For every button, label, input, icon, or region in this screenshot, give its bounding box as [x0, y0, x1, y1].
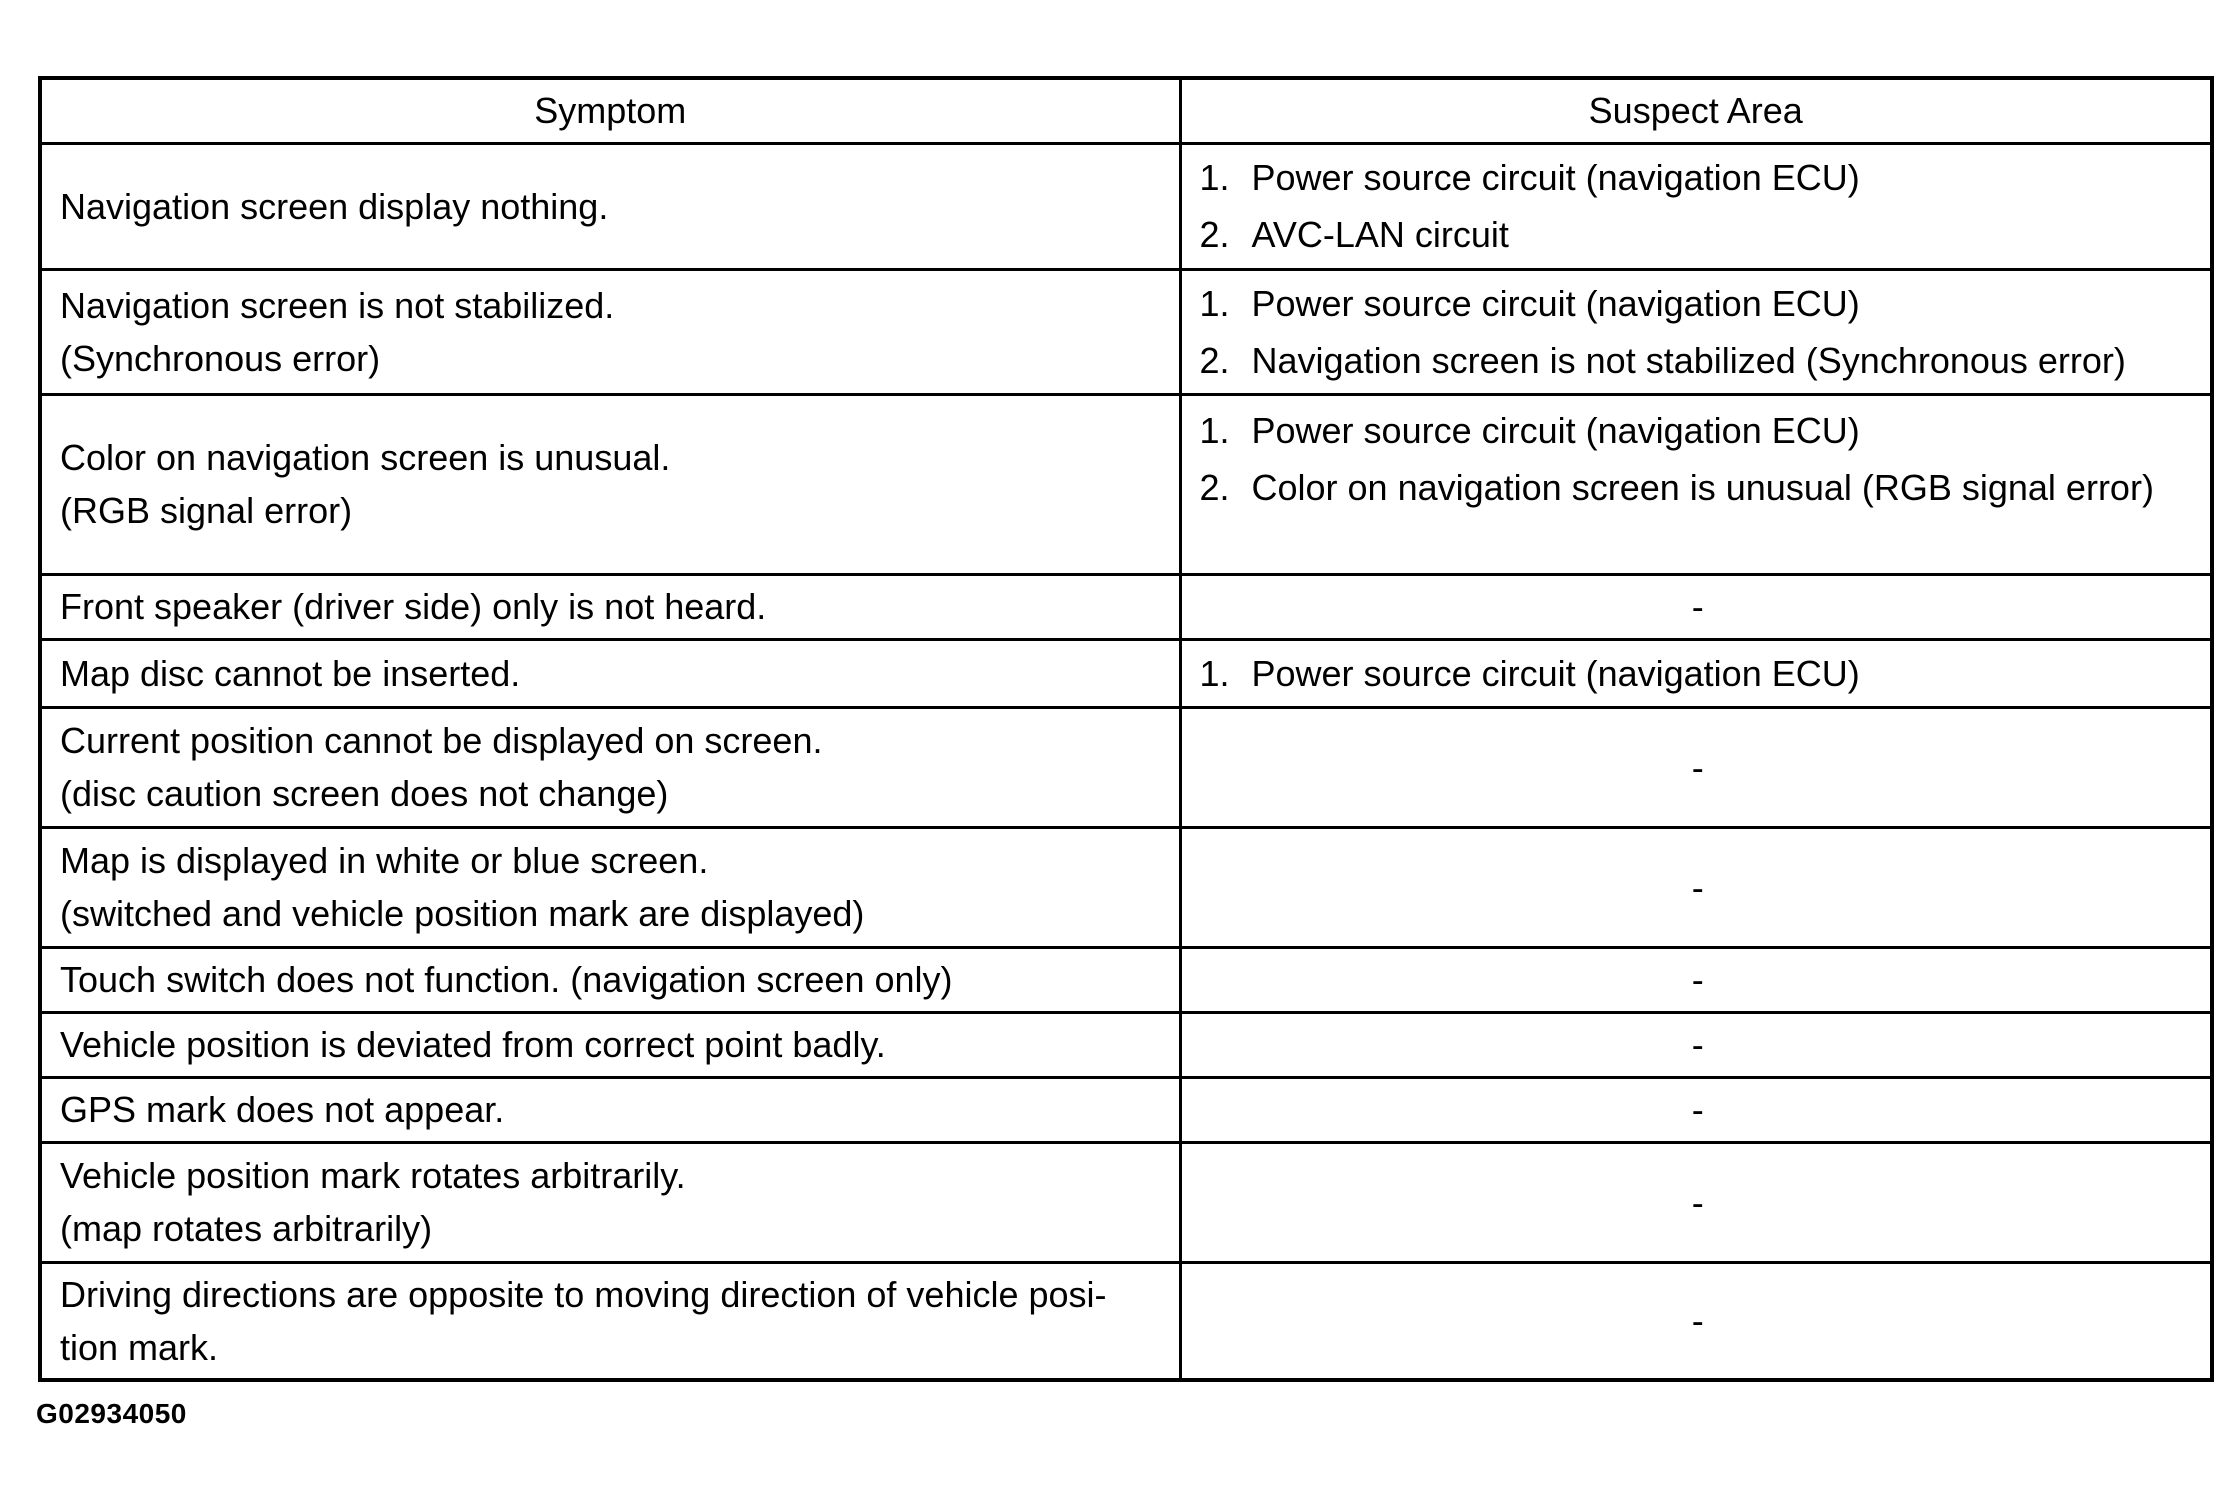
symptom-cell — [40, 1077, 1180, 1142]
symptom-text: Map disc cannot be inserted. — [60, 652, 521, 694]
suspect-list — [1200, 275, 2197, 389]
suspect-cell: - — [1180, 1262, 2212, 1380]
suspect-cell: - — [1180, 827, 2212, 947]
suspect-number: 1. — [1199, 157, 1230, 198]
symptom-suspect-table — [38, 76, 2214, 1382]
symptom-text: (Synchronous error) — [60, 337, 381, 379]
symptom-text: Color on navigation screen is unusual. — [60, 437, 671, 478]
symptom-cell — [40, 1262, 1180, 1380]
suspect-item — [1200, 149, 2197, 206]
symptom-cell — [40, 1012, 1180, 1077]
symptom-text: Front speaker (driver side) only is not heard. — [60, 586, 767, 627]
suspect-number: 1. — [1199, 652, 1230, 694]
table-row — [40, 1262, 2212, 1380]
table-row — [40, 1142, 2212, 1262]
table-row — [40, 707, 2212, 827]
symptom-cell — [40, 1142, 1180, 1262]
suspect-item — [1200, 275, 2197, 332]
suspect-text: Power source circuit (navigation ECU) — [1251, 409, 1860, 451]
suspect-text: AVC-LAN circuit — [1251, 214, 1509, 255]
suspect-text: Color on navigation screen is unusual (RGB signal error) — [1251, 466, 2154, 508]
suspect-list — [1200, 149, 2197, 263]
suspect-item — [1200, 206, 2197, 263]
symptom-text: (switched and vehicle position mark are displayed) — [60, 893, 865, 934]
table-row — [40, 947, 2212, 1012]
suspect-item — [1200, 645, 2197, 702]
suspect-cell: - — [1180, 574, 2212, 639]
suspect-cell: - — [1180, 1142, 2212, 1262]
symptom-text: tion mark. — [60, 1326, 219, 1368]
suspect-number: 2. — [1199, 214, 1230, 255]
symptom-text: Map is displayed in white or blue screen. — [60, 840, 709, 881]
symptom-cell — [40, 143, 1180, 269]
symptom-text: Touch switch does not function. (navigation screen only) — [60, 959, 953, 1000]
symptom-cell — [40, 827, 1180, 947]
suspect-item — [1200, 402, 2197, 459]
table-row — [40, 394, 2212, 574]
header-suspect-area: Suspect Area — [1180, 78, 2212, 143]
suspect-cell — [1180, 143, 2212, 269]
table-row — [40, 269, 2212, 394]
suspect-item — [1200, 332, 2197, 389]
suspect-item — [1200, 459, 2197, 516]
header-symptom: Symptom — [40, 78, 1180, 143]
symptom-cell — [40, 639, 1180, 707]
suspect-text: Power source circuit (navigation ECU) — [1251, 652, 1860, 694]
suspect-text: Power source circuit (navigation ECU) — [1251, 157, 1860, 198]
suspect-cell — [1180, 269, 2212, 394]
table-row — [40, 1012, 2212, 1077]
suspect-list — [1200, 645, 2197, 702]
symptom-text: (RGB signal error) — [60, 490, 353, 531]
suspect-cell: - — [1180, 707, 2212, 827]
symptom-text: Current position cannot be displayed on screen. — [60, 720, 823, 761]
symptom-text: (map rotates arbitrarily) — [60, 1208, 433, 1249]
table-row — [40, 143, 2212, 269]
suspect-number: 2. — [1199, 466, 1230, 508]
suspect-cell: - — [1180, 947, 2212, 1012]
symptom-text: (disc caution screen does not change) — [60, 773, 669, 814]
suspect-cell: - — [1180, 1012, 2212, 1077]
suspect-cell — [1180, 394, 2212, 574]
symptom-cell — [40, 269, 1180, 394]
symptom-cell — [40, 574, 1180, 639]
symptom-text: Vehicle position mark rotates arbitrarily. — [60, 1155, 686, 1196]
suspect-list — [1200, 402, 2197, 516]
symptom-cell — [40, 394, 1180, 574]
symptom-text: Navigation screen display nothing. — [60, 185, 609, 227]
suspect-text: Navigation screen is not stabilized (Synchronous error) — [1251, 339, 2126, 381]
symptom-cell — [40, 707, 1180, 827]
suspect-number: 1. — [1199, 282, 1230, 324]
figure-code: G02934050 — [36, 1398, 187, 1429]
symptom-text: Navigation screen is not stabilized. — [60, 284, 615, 326]
symptom-text: Vehicle position is deviated from correct point badly. — [60, 1024, 886, 1065]
table-header-row — [40, 78, 2212, 143]
suspect-text: Power source circuit (navigation ECU) — [1251, 282, 1860, 324]
table-row — [40, 639, 2212, 707]
table-row — [40, 827, 2212, 947]
suspect-cell — [1180, 639, 2212, 707]
table-row — [40, 574, 2212, 639]
symptom-cell — [40, 947, 1180, 1012]
suspect-number: 1. — [1199, 409, 1230, 451]
suspect-number: 2. — [1199, 339, 1230, 381]
suspect-cell: - — [1180, 1077, 2212, 1142]
symptom-text: GPS mark does not appear. — [60, 1089, 505, 1130]
table-row — [40, 1077, 2212, 1142]
symptom-text: Driving directions are opposite to moving direction of vehicle posi- — [60, 1273, 1107, 1315]
